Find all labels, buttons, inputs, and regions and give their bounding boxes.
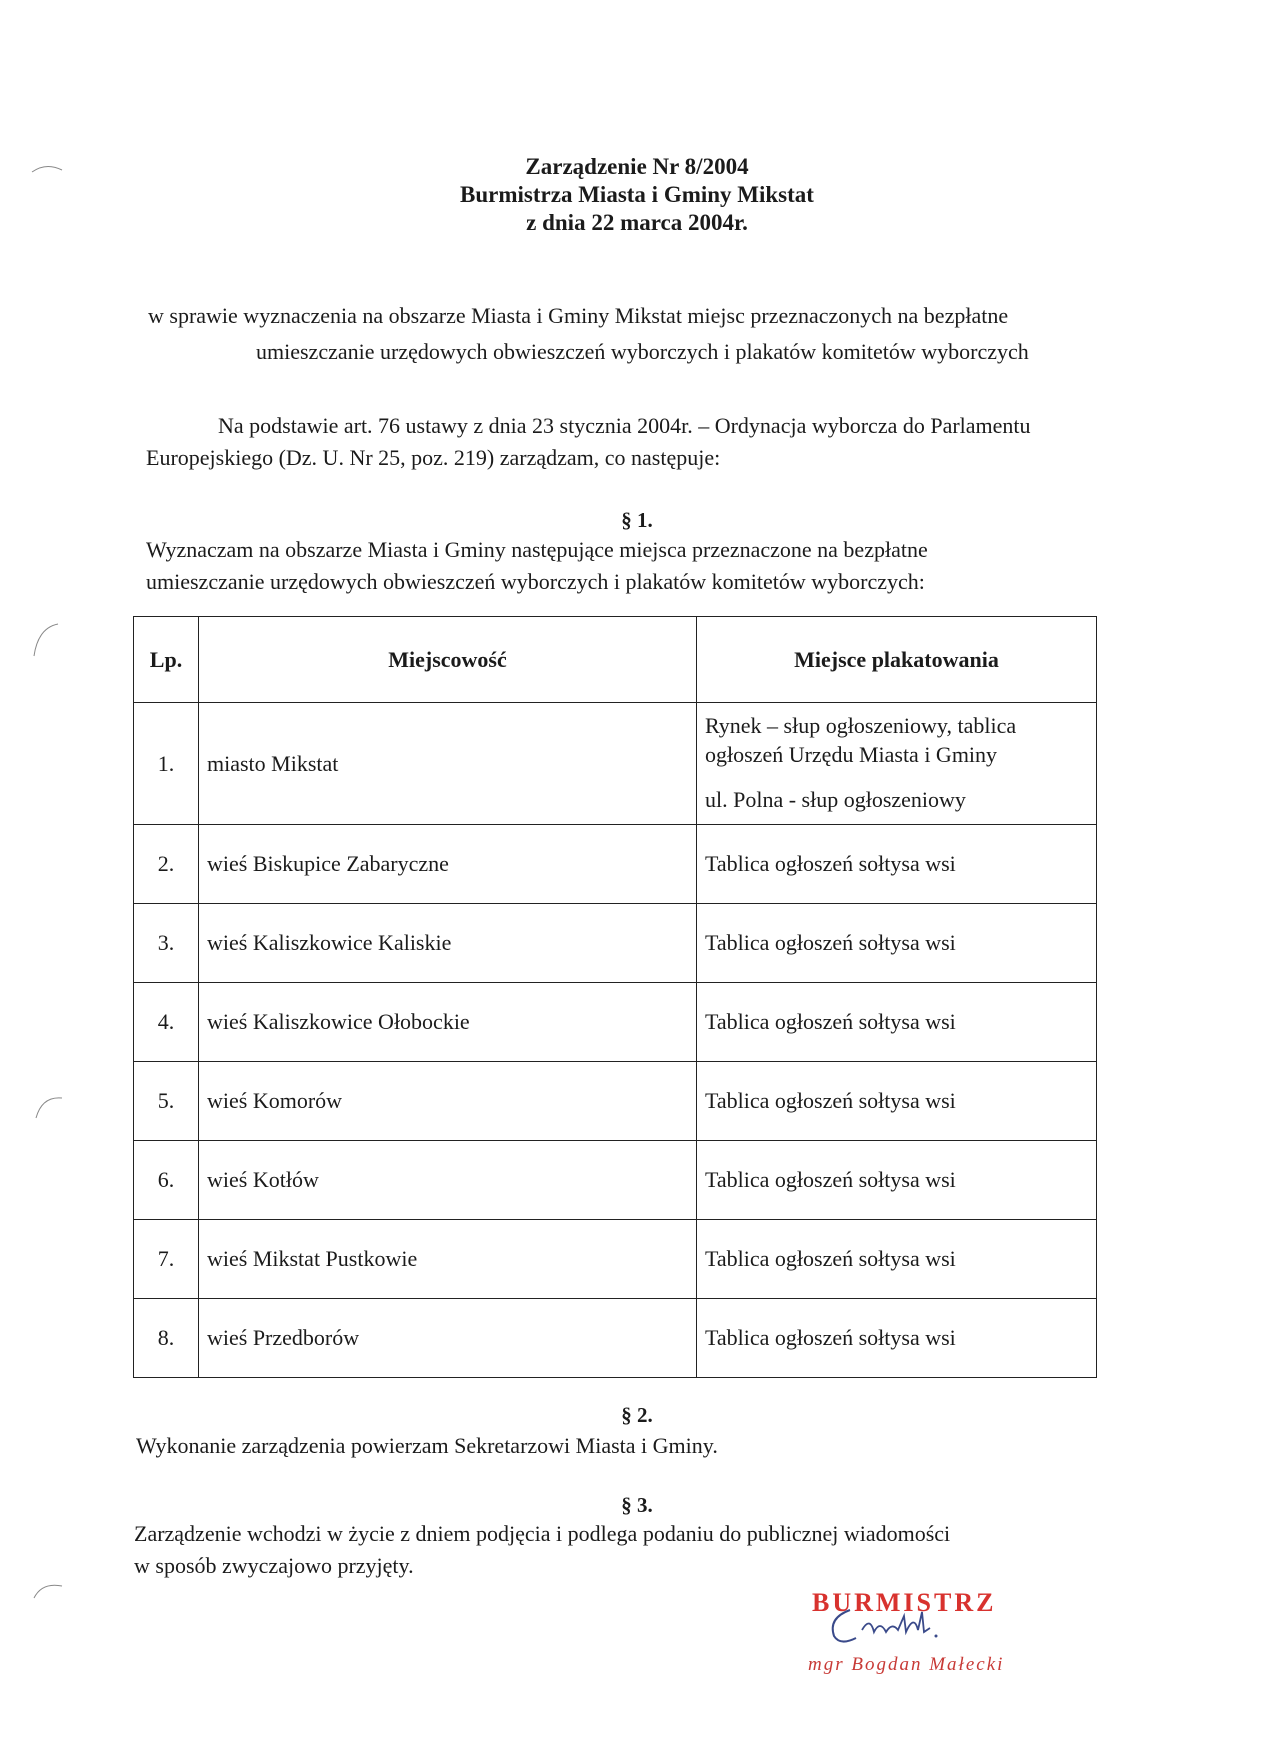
section-1-text [146, 534, 928, 598]
section-1-line-2: umieszczanie urzędowych obwieszczeń wyborczych i plakatów komitetów wyborczych: [146, 569, 925, 594]
subject-line-2: umieszczanie urzędowych obwieszczeń wyborczych i plakatów komitetów wyborczych [256, 339, 1029, 364]
subject-line-1: w sprawie wyznaczenia na obszarze Miasta i Gminy Mikstat miejsc przeznaczonych na bezpłatne [148, 303, 1009, 328]
column-header-lp: Lp. [134, 617, 199, 703]
row-location-cell [697, 703, 1097, 825]
section-1-mark: § 1. [621, 508, 653, 532]
table-row [134, 1220, 1097, 1299]
row-number: 4. [134, 983, 199, 1062]
row-number: 8. [134, 1299, 199, 1378]
section-2-mark: § 2. [621, 1403, 653, 1427]
punch-hole-mark-icon [28, 1578, 68, 1608]
section-2-text: Wykonanie zarządzenia powierzam Sekretarzowi Miasta i Gminy. [136, 1433, 718, 1458]
row-place: wieś Biskupice Zabaryczne [199, 825, 697, 904]
row-number: 2. [134, 825, 199, 904]
row-place: wieś Mikstat Pustkowie [199, 1220, 697, 1299]
row-number: 5. [134, 1062, 199, 1141]
row-place: wieś Kaliszkowice Kaliskie [199, 904, 697, 983]
table-row [134, 1141, 1097, 1220]
row-location: Tablica ogłoszeń sołtysa wsi [697, 825, 1097, 904]
table-row [134, 1062, 1097, 1141]
row-place: wieś Kotłów [199, 1141, 697, 1220]
row-place: wieś Kaliszkowice Ołobockie [199, 983, 697, 1062]
stamp-signatory-name: mgr Bogdan Małecki [808, 1654, 1005, 1675]
punch-hole-mark-icon [28, 1088, 68, 1128]
row-location: Tablica ogłoszeń sołtysa wsi [697, 1220, 1097, 1299]
row-place: wieś Przedborów [199, 1299, 697, 1378]
document-issuer: Burmistrza Miasta i Gminy Mikstat [460, 182, 814, 207]
row-location: Tablica ogłoszeń sołtysa wsi [697, 904, 1097, 983]
column-header-place: Miejscowość [199, 617, 697, 703]
row-location: Tablica ogłoszeń sołtysa wsi [697, 1062, 1097, 1141]
row-number: 3. [134, 904, 199, 983]
basis-line-2: Europejskiego (Dz. U. Nr 25, poz. 219) zarządzam, co następuje: [146, 445, 721, 470]
table-row [134, 983, 1097, 1062]
table-row [134, 1299, 1097, 1378]
row-location: Tablica ogłoszeń sołtysa wsi [697, 983, 1097, 1062]
row-location: Tablica ogłoszeń sołtysa wsi [697, 1141, 1097, 1220]
row-place: wieś Komorów [199, 1062, 697, 1141]
punch-hole-mark-icon [28, 618, 68, 668]
document-header [0, 153, 1274, 237]
column-header-location: Miejsce plakatowania [697, 617, 1097, 703]
basis-line-1: Na podstawie art. 76 ustawy z dnia 23 stycznia 2004r. – Ordynacja wyborcza do Parlamentu [218, 413, 1031, 438]
section-3-line-2: w sposób zwyczajowo przyjęty. [134, 1553, 414, 1578]
table-row [134, 825, 1097, 904]
section-1-line-1: Wyznaczam na obszarze Miasta i Gminy następujące miejsca przeznaczone na bezpłatne [146, 537, 928, 562]
row-number: 1. [134, 703, 199, 825]
placement-table [133, 616, 1097, 1378]
section-3-text [134, 1518, 950, 1582]
row-number: 7. [134, 1220, 199, 1299]
legal-basis [146, 410, 1146, 474]
row-location-secondary: ul. Polna - słup ogłoszeniowy [705, 787, 966, 812]
row-place: miasto Mikstat [199, 703, 697, 825]
section-3-line-1: Zarządzenie wchodzi w życie z dniem podjęcia i podlega podaniu do publicznej wiadomości [134, 1521, 951, 1546]
row-number: 6. [134, 1141, 199, 1220]
handwritten-signature-icon [822, 1602, 972, 1652]
document-subject [148, 298, 1138, 370]
document-title: Zarządzenie Nr 8/2004 [525, 154, 749, 179]
section-3-mark: § 3. [621, 1493, 653, 1517]
table-row [134, 703, 1097, 825]
table-row [134, 904, 1097, 983]
stamp-title: BURMISTRZ [812, 1588, 997, 1617]
row-location: Tablica ogłoszeń sołtysa wsi [697, 1299, 1097, 1378]
document-date: z dnia 22 marca 2004r. [526, 210, 748, 235]
mayor-stamp [800, 1588, 1040, 1688]
table-header-row [134, 617, 1097, 703]
row-location: Rynek – słup ogłoszeniowy, tablica ogłoszeń Urzędu Miasta i Gminy [705, 713, 1017, 767]
